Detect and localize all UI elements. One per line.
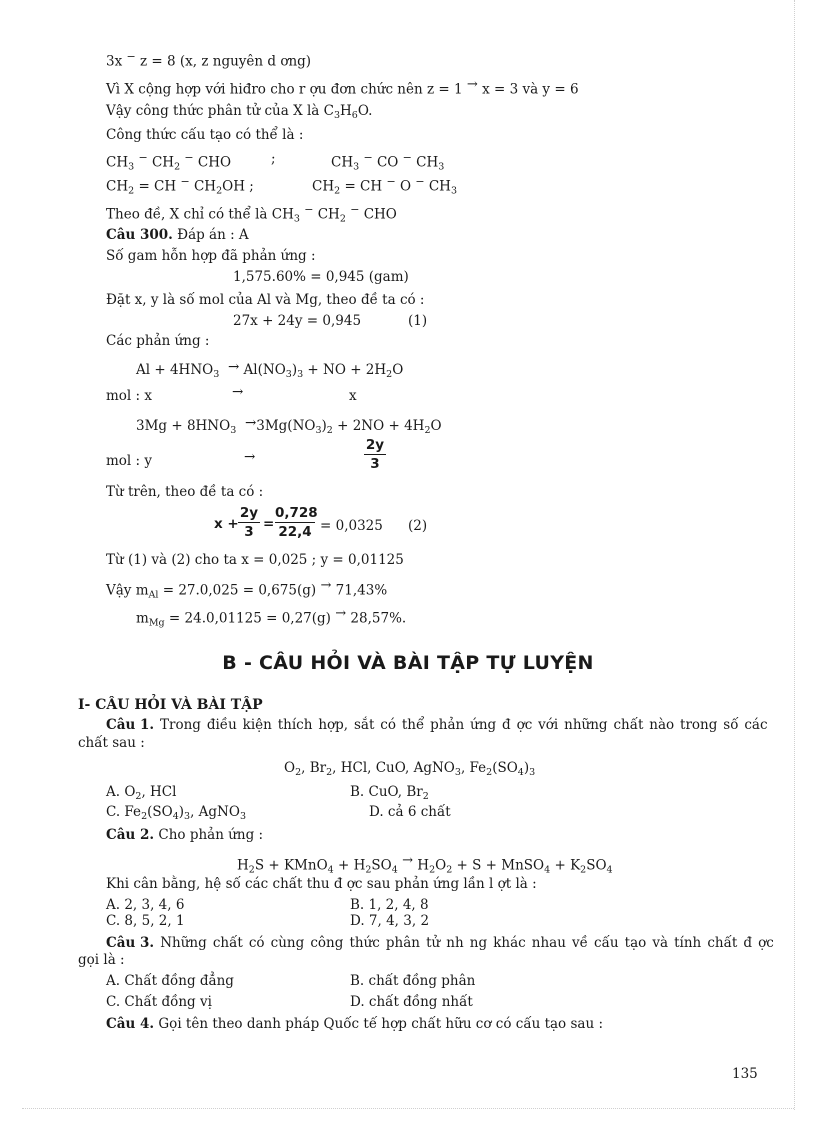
result-al: Vậy $m_{Al} = 27.0,025 = 0,675(g)$ → 71,43% [106, 578, 388, 601]
formula-allyl-alcohol: $CH_2$ = CH − $CH_2OH$ ; [106, 175, 254, 197]
text-line: Các phản ứng : [106, 333, 210, 349]
page-border-bottom [22, 1108, 794, 1109]
result-mg: $m_{Mg} = 24.0,01125 = 0,27(g)$ → 28,57%. [136, 606, 407, 629]
equation-2-result: = 0,0325 [320, 518, 383, 534]
text-line: Từ (1) và (2) cho ta x = 0,025 ; y = 0,01125 [106, 552, 404, 568]
text-line: Từ trên, theo đề ta có : [106, 484, 264, 500]
fraction-2y-3: 2y 3 [365, 437, 385, 472]
equation-2-lhs: x + [214, 516, 239, 532]
page-number: 135 [732, 1066, 758, 1082]
fraction-0728-224: 0,728 22,4 [275, 505, 318, 540]
formula-acetone: $CH_3$ − CO − $CH_3$ [331, 151, 445, 173]
question-2: Câu 2. Cho phản ứng : [106, 827, 264, 843]
text-line: Vậy công thức phân tử của X là $C_3H_6O$. [106, 103, 373, 121]
text-line: chất sau : [78, 735, 145, 751]
option-c[interactable]: C. 8, 5, 2, 1 [106, 913, 185, 929]
option-b[interactable]: B. CuO, $Br_2$ [350, 784, 429, 802]
question-3: Câu 3. Những chất có cùng công thức phân tử nh ng khác nhau về cấu tạo và tính chất đ ợc [106, 935, 774, 951]
text-line: 3x − z = 8 (x, z nguyên d ơng) [106, 50, 312, 70]
section-heading: B - CÂU HỎI VÀ BÀI TẬP TỰ LUYỆN [222, 652, 594, 674]
question-4: Câu 4. Gọi tên theo danh pháp Quốc tế hợp chất hữu cơ có cấu tạo sau : [106, 1016, 603, 1032]
text-line: 1,575.60% = 0,945 (gam) [233, 269, 409, 285]
text-line: Khi cân bằng, hệ số các chất thu đ ợc sau phản ứng lần l ợt là : [106, 876, 537, 892]
reaction-equation: $H_2S$ + KMnO$_4$ + $H_2SO_4$ → $H_2O_2 + S$ + MnSO$_4$ + $K_2SO_4$ [237, 853, 613, 876]
option-a[interactable]: A. Chất đồng đẳng [106, 973, 234, 989]
text-line: Đặt x, y là số mol của Al và Mg, theo đề ta có : [106, 292, 425, 308]
equation-number: (1) [408, 313, 428, 329]
option-b[interactable]: B. 1, 2, 4, 8 [350, 897, 429, 913]
option-d[interactable]: D. 7, 4, 3, 2 [350, 913, 430, 929]
option-c[interactable]: C. $Fe_2(SO_4)_3$, AgNO$_3$ [106, 804, 246, 822]
option-a[interactable]: A. 2, 3, 4, 6 [106, 897, 185, 913]
mol-value: x [349, 388, 357, 404]
reaction-al: $Al + 4HNO_3 \to Al(NO_3)_3$ + NO + $2H_2O$ [136, 359, 404, 380]
subsection-heading: I- CÂU HỎI VÀ BÀI TẬP [78, 697, 263, 713]
text-line: Theo đề, X chỉ có thể là $CH_3$ − $CH_2$ − CHO [106, 203, 397, 225]
formula-propanal: $CH_3$ − $CH_2$ − CHO [106, 151, 232, 173]
fraction-2y-3: 2y 3 [239, 505, 259, 540]
reaction-mg: $3Mg + 8HNO_3 \to 3Mg(NO_3)_2 + 2NO + 4H_2O$ [136, 415, 442, 436]
equals-sign: = [263, 516, 275, 532]
option-d[interactable]: D. chất đồng nhất [350, 994, 473, 1010]
text-line: Số gam hỗn hợp đã phản ứng : [106, 248, 316, 264]
text-line: gọi là : [78, 952, 125, 968]
mol-line: mol : x [106, 388, 152, 404]
option-d[interactable]: D. cả 6 chất [369, 804, 451, 820]
option-b[interactable]: B. chất đồng phân [350, 973, 476, 989]
mol-line: mol : y [106, 453, 153, 469]
page-border-right [794, 0, 795, 1110]
separator: ; [271, 151, 276, 167]
text-line: Công thức cấu tạo có thể là : [106, 127, 304, 143]
equation-number: (2) [408, 518, 428, 534]
substance-list: $O_2$, $Br_2$, HCl, CuO, AgNO$_3$, $Fe_2(SO_4)_3$ [284, 760, 536, 778]
formula-vinyl-ether: $CH_2$ = CH − O − $CH_3$ [312, 175, 457, 197]
option-c[interactable]: C. Chất đồng vị [106, 994, 212, 1010]
question-1: Câu 1. Trong điều kiện thích hợp, sắt có thể phản ứng đ ợc với những chất nào trong số các [106, 717, 768, 733]
question-300: Câu 300. Đáp án : A [106, 227, 249, 243]
equation-1: 27x + 24y = 0,945 [233, 313, 362, 329]
text-line: Vì X cộng hợp với hiđro cho r ợu đơn chức nên z = 1 → x = 3 và y = 6 [106, 77, 579, 98]
option-a[interactable]: A. $O_2$, HCl [106, 784, 177, 802]
arrow-icon: → [244, 449, 256, 465]
arrow-icon: → [232, 384, 244, 400]
